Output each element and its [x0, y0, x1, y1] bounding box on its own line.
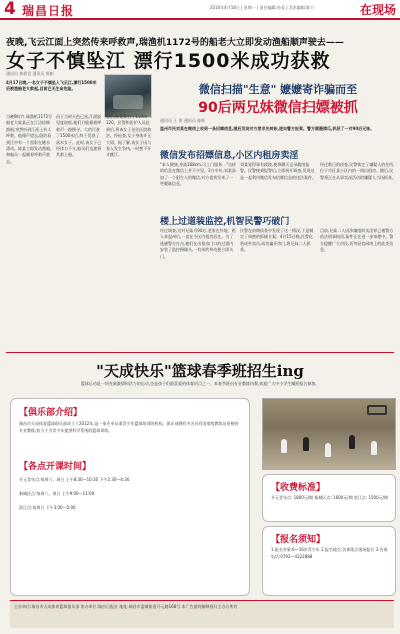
lead-column-2: 由于当时天色已黑,江面能见度较低,他们只能循着呼救声一路搜寻。大约行驶了1500米后,终于发现了落水女子。此时,该女子已经体力不支,船员们迅速将其救上船。: [56, 114, 102, 158]
section-divider: [6, 352, 394, 353]
right-paragraph-3: 经过数日的侦查,民警锁定了嫌疑人的住所,位于市区某小区内的一间出租房。随后,民警将正在从事卖淫活动的嫌疑人当场抓获。: [320, 162, 396, 180]
class-time-2: 新城区点:每周六、周日 上午9:00—11:00: [19, 491, 95, 496]
page-header: [0, 0, 400, 20]
club-title: 【俱乐部介绍】: [19, 408, 83, 418]
fee-title: 【收费标准】: [271, 483, 326, 493]
lead-subhead: 夜晚,飞云江面上突然传来呼救声,瑞渔机1172号的船老大立即发动渔船顺声驶去——: [6, 38, 344, 48]
player-figure: [303, 437, 309, 451]
lead-column-1: 当晚9时许,瑞渔机1172号船老大陈某正在江边检修渔船,突然听到江面上有人呼救。他循声望去,隐约看到江中有一个黑影在随水漂动。陈某立即发动渔船,和船员一起顺着呼救声驶去。: [6, 114, 52, 164]
class-time-1: 开元青年点:每周六、周日 上午8:30—10:30 下午2:30—4:30: [19, 477, 130, 482]
lead-column-3: 随后,陈某拨打了110和120。民警和医护人员赶到后,将该女子送往医院救治。经检查,女子身体并无大碍。据了解,该女子因与家人发生争执,一时想不开才跳江。: [106, 114, 152, 158]
right-kicker: 微信扫描"生意" 嬷嬷寄诈骗而至: [198, 83, 358, 96]
apply-title: 【报名须知】: [271, 535, 326, 545]
club-text: 瑞昌市天成体育篮球俱乐部成立于2012年,是一家专业从事青少年篮球培训的机构。俱乐部拥有多名具有国家级教练员资格的专业教练,致力于为青少年提供科学系统的篮球训练。: [19, 421, 239, 433]
right-paragraph-6: 目前,兄妹二人因涉嫌组织卖淫罪已被警方依法刑事拘留,案件正在进一步审理中。警方提醒广大市民,切勿轻信网络上的此类信息。: [320, 228, 394, 253]
apply-text: 1.报名对象:6—16岁青少年 2.报名地点:各训练点现场报名 3.咨询电话:0792—4222888: [271, 547, 388, 559]
section-title: 在现场: [359, 3, 396, 17]
lead-byline: 通讯员 黄碧君 通讯员 陈彬: [6, 71, 54, 76]
right-paragraph-5: 民警在前期侦查中发现了这一情况,于是制定了周密的抓捕方案。4月15日晚,民警化装成外卖员,成功骗开房门,将兄妹二人抓获。: [240, 228, 314, 253]
class-time-title: 【各点开课时间】: [19, 462, 92, 472]
lead-headline: 女子不慎坠江 漂行1500米成功获救: [6, 50, 331, 72]
lead-photo: [104, 74, 152, 118]
hoop-shape: [367, 405, 387, 415]
basketball-photo: [262, 398, 396, 470]
newspaper-name: 瑞昌日报: [22, 4, 75, 18]
right-paragraph-4: 经过调查,这对兄妹为90后,老家在外地。两人来温州后,一直在小区内租房居住。为了逃避警方打击,他们在出租房门口的过道内安装了监控摄像头,一有风吹草动便立即关门。: [160, 228, 236, 259]
apply-panel: [262, 526, 396, 596]
right-lead: 温州市民刘某在微信上收到一条招嫖信息,随后发现对方要求先转账,遂向警方报案。警方顺藤摸瓜,抓获了一对90后兄妹。: [160, 126, 375, 131]
right-paragraph-2: 刘某觉得事有蹊跷,便将聊天记录截图报警。民警接到报警后,立即展开调查,发现这是一起利用微信发布招嫖信息的违法案件。: [240, 162, 316, 180]
right-paragraph-1: "本人健康,身高168cm,可上门服务…"这样的信息在微信上并不少见。3月中旬,刘某添加了一个陌生人的微信,对方很快发来了一些暧昧信息。: [160, 162, 236, 187]
fee-text: 开元青年点: 1800元/期 新城区点: 1600元/期 滨江点: 1500元/期: [271, 495, 388, 500]
issue-meta: 2016年4月18日 | 星期一 | 责任编辑:孙爱 | 美术编辑:陈力: [210, 5, 315, 10]
right-subhead-2: 楼上过道装监控,机智民警巧破门: [160, 217, 290, 227]
right-subhead-1: 微信发布招嫖信息,小区内租房卖淫: [160, 151, 299, 161]
page-number: 4: [4, 0, 16, 19]
ad-intro: 篮球运动是一项充满激情和活力的运动,也是孩子们最喜爱的体育项目之一。本春季班由专业教练执教,欢迎广大中小学生踊跃报名参加。: [80, 381, 320, 386]
right-byline: 通讯员 王 黄 通讯员 陈彬: [160, 118, 206, 123]
class-time-3: 滨江点:每周日 下午3:00—5:00: [19, 505, 76, 510]
club-info-panel: [10, 398, 250, 596]
player-figure: [349, 435, 355, 449]
ad-footer-text: 主办单位:瑞昌市天成体育篮球俱乐部 协办单位:瑞昌日报社 地址:瑞昌市湓城街道开元路168号 本广告最终解释权归主办方所有: [14, 604, 238, 609]
player-figure: [325, 443, 331, 457]
player-figure: [281, 439, 287, 453]
player-figure: [371, 441, 377, 455]
fee-panel: [262, 474, 396, 522]
ad-headline: "天成快乐"篮球春季班招生ing: [96, 362, 304, 380]
lead-paragraph: 4月17日晚,一名女子不慎坠入飞云江,漂行1500米后被渔船老大救起,目前已无生命危险。: [6, 80, 97, 92]
right-headline: 90后两兄妹微信扫嫖被抓: [198, 100, 358, 116]
